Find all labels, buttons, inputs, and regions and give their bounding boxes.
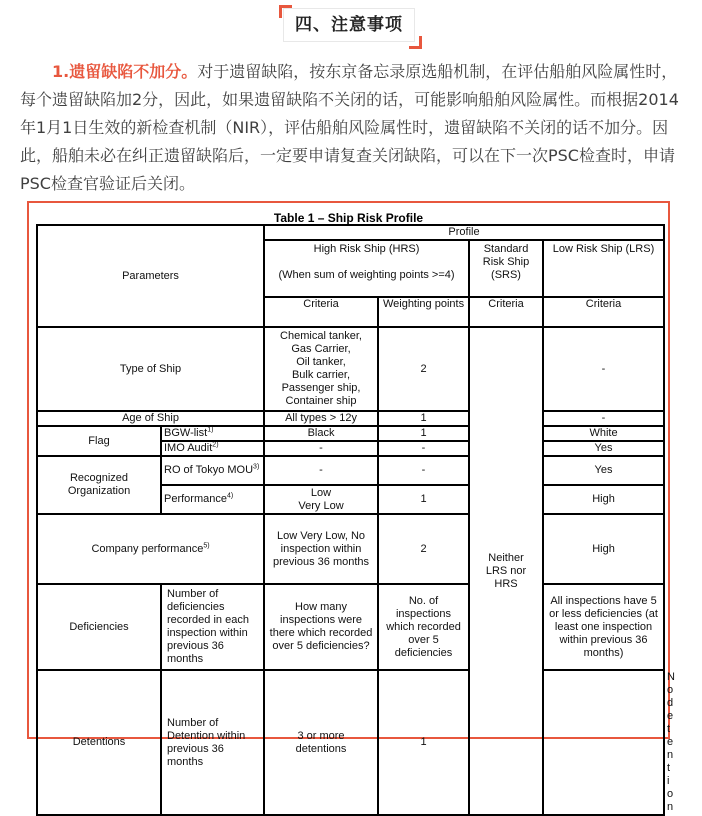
heading-corner-decoration	[409, 36, 422, 49]
header-weighting: Weighting points	[378, 297, 469, 327]
cell-age-hrs: All types > 12y	[264, 411, 378, 426]
ship-type-line: Passenger ship,	[281, 382, 361, 394]
cell-perf-hrs	[264, 485, 378, 514]
footnote-mark: 5)	[203, 541, 210, 549]
header-srs: Standard Risk Ship (SRS)	[469, 240, 543, 297]
cell-tokyo-weight: -	[378, 456, 469, 485]
sub-label: IMO Audit	[164, 442, 213, 454]
sub-label: RO of Tokyo MOU	[164, 464, 254, 476]
param-deficiencies: Deficiencies	[37, 584, 161, 670]
cell-perf-weight: 1	[378, 485, 469, 514]
table-title: Table 1 – Ship Risk Profile	[273, 211, 424, 225]
header-criteria-hrs: Criteria	[264, 297, 378, 327]
section-heading	[0, 8, 702, 44]
cell-company-hrs	[264, 514, 378, 584]
footnote-mark: 4)	[226, 492, 234, 500]
cell-age-lrs: -	[543, 411, 664, 426]
detentions-hrs-text: 3 or more detentions	[295, 729, 347, 755]
cell-detentions-weight: 1	[378, 670, 469, 815]
sub-detentions: Number of Detention within previous 36 months	[161, 670, 264, 815]
cell-detentions-hrs	[264, 670, 378, 815]
header-hrs	[264, 240, 469, 297]
company-hrs-text: Low Very Low, No inspection within previous 36 months	[273, 529, 370, 568]
sub-imo-audit	[161, 441, 264, 456]
cell-srs-criteria	[469, 327, 543, 815]
cell-type-weight: 2	[378, 327, 469, 411]
sub-bgw-list	[161, 426, 264, 441]
cell-imo-lrs: Yes	[543, 441, 664, 456]
sub-deficiencies: Number of deficiencies recorded in each inspection within previous 36 months	[161, 584, 264, 670]
header-profile: Profile	[264, 225, 664, 240]
cell-tokyo-hrs: -	[264, 456, 378, 485]
cell-company-lrs: High	[543, 514, 664, 584]
param-age-of-ship: Age of Ship	[37, 411, 264, 426]
cell-detentions-srs	[543, 670, 664, 815]
header-parameters: Parameters	[37, 225, 264, 327]
ship-type-line: Chemical tanker,	[280, 330, 362, 342]
sub-label: Performance	[164, 493, 227, 505]
cell-tokyo-lrs: Yes	[543, 456, 664, 485]
cell-bgw-weight: 1	[378, 426, 469, 441]
cell-bgw-lrs: White	[543, 426, 664, 441]
ship-type-line: Bulk carrier,	[291, 369, 351, 381]
header-hrs-title: High Risk Ship (HRS)	[313, 243, 420, 255]
cell-imo-weight: -	[378, 441, 469, 456]
perf-line: Low	[310, 486, 332, 499]
param-type-of-ship: Type of Ship	[37, 327, 264, 411]
cell-company-weight: 2	[378, 514, 469, 584]
footnote-mark: 2)	[212, 441, 219, 449]
cell-imo-hrs: -	[264, 441, 378, 456]
header-criteria-srs: Criteria	[469, 297, 543, 327]
cell-type-hrs	[264, 327, 378, 411]
footnote-mark: 1)	[207, 426, 214, 434]
cell-deficiencies-lrs: All inspections have 5 or less deficiencies (at least one inspection within previous 36 months)	[543, 584, 664, 670]
param-recognized-organization: Recognized Organization	[37, 456, 161, 514]
section-title: 四、注意事项	[283, 8, 415, 42]
ship-type-line: Gas Carrier,	[291, 343, 351, 355]
header-lrs: Low Risk Ship (LRS)	[543, 240, 664, 297]
sub-ro-tokyo-mou	[161, 456, 264, 485]
param-detentions: Detentions	[37, 670, 161, 815]
cell-age-weight: 1	[378, 411, 469, 426]
notice-paragraph	[20, 58, 684, 198]
header-hrs-condition: (When sum of weighting points >=4)	[278, 269, 455, 281]
perf-line: Very Low	[298, 499, 344, 512]
cell-deficiencies-hrs: How many inspections were there which recorded over 5 deficiencies?	[264, 584, 378, 670]
footnote-mark: 3)	[253, 463, 260, 471]
cell-perf-lrs: High	[543, 485, 664, 514]
table-figure	[27, 201, 675, 813]
paragraph-lead: 1.遗留缺陷不加分。	[52, 62, 198, 81]
param-company-performance	[37, 514, 264, 584]
cell-deficiencies-weight: No. of inspections which recorded over 5 deficiencies	[378, 584, 469, 670]
cell-type-lrs: -	[543, 327, 664, 411]
header-criteria-lrs: Criteria	[543, 297, 664, 327]
ship-risk-profile-table: Parameters Profile High Risk Ship (HRS) (When sum of weighting points >=4) Standard Risk Ship (SRS) Low Risk Ship (LRS) Criteria Weighting points Criteria Criteria Type of Ship Chemical tanker, Gas Carrier, Oil tanker, Bulk carrier, Passenger ship, Container ship 2 Neither LRS nor HRS - Age of Ship All types > 12y 1 - Flag BGW-list$^{1)}$ Black 1 White IMO Audit$^{2)}$ - - Yes Recognized Organization RO of Tokyo MOU$^{3)}$ - - Yes Performance$^{4)}$ Low Very Low 1 High Company performance$^{5)}$ Low Very Low, No inspection within previous 36 months 2 High Deficiencies Number of deficiencies recorded in each inspection within previous 36 months How many inspections were there which recorded over 5 deficiencies? No. of inspections which recorded over 5 deficiencies All inspections have 5 or less deficiencies (at least one inspection within previous 36 months) Detentions Number of Detention within previous 36 months 3 or more detentions 1 No detention	[36, 224, 665, 816]
sub-label: BGW-list	[164, 427, 208, 439]
sub-performance	[161, 485, 264, 514]
param-label: Company performance	[91, 542, 204, 555]
cell-bgw-hrs: Black	[264, 426, 378, 441]
paragraph-body: 对于遗留缺陷，按东京备忘录原选船机制，在评估船舶风险属性时，每个遗留缺陷加2分，因此，如果遗留缺陷不关闭的话，可能影响船舶风险属性。而根据2014年1月1日生效的新检查机制（NIR），评估船舶风险属性时，遗留缺陷不关闭的话不加分。因此，船舶未必在纠正遗留缺陷后，一定要申请复查关闭缺陷，可以在下一次PSC检查时，申请PSC检查官验证后关闭。	[20, 62, 679, 193]
srs-criteria-text: Neither LRS nor HRS	[485, 551, 527, 590]
param-flag: Flag	[37, 426, 161, 456]
ship-type-line: Oil tanker,	[296, 356, 346, 368]
ship-type-line: Container ship	[285, 395, 357, 407]
